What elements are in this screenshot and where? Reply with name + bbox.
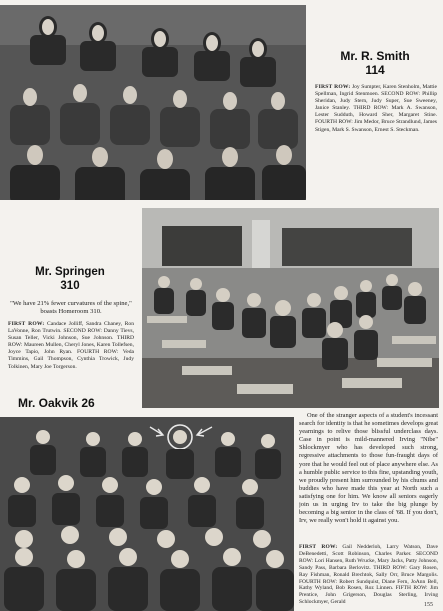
teacher-name-oakvik: Mr. Oakvik 26 bbox=[18, 396, 95, 410]
room-number-114: 114 bbox=[365, 63, 385, 77]
homeroom-310-caption bbox=[8, 321, 134, 387]
teacher-name-springen: Mr. Springen bbox=[35, 266, 105, 278]
homeroom-310-quote: "We have 21% fewer curvatures of the spine," boasts Homeroom 310. bbox=[10, 300, 132, 315]
homeroom-114-caption bbox=[315, 84, 437, 174]
homeroom-114-group-photo bbox=[0, 5, 306, 200]
caption-heading: FIRST ROW: bbox=[8, 321, 45, 327]
chalkboard-left bbox=[162, 226, 242, 266]
homeroom-26-caption bbox=[299, 544, 438, 610]
caption-names: Joy Sumpter, Karen Stenholm, Mattie Spellman, Ingrid Stenmoen. SECOND ROW: Phillip Sheridan, Judy Stern, Judy Super, Sue Sweeney, Janice Stanley. THIRD ROW: Mark A. Swanson, Lester Sudduth, Howard Sher, Margaret Stine. FOURTH ROW: Jim Medor, Bruce Strandlund, James Stigen, Mark S. Swanson, Ernest S. Steckman. bbox=[315, 84, 437, 133]
caption-names: Gail Nedderloh, Larry Watson, Dave DeBenedetti, Scott Robinson, Charles Parker. SECOND ROW: Lori Hansen, Ruth Wrucke, Mary Jacks, Patty Johnson, Sandy Pass, Barbara Berlovitz. THIRD ROW: Gary Rosen, Ray Fishman, Ronald Brechtok, Sally Orr, Bruce Margolis. FOURTH ROW: Robert Sundquist, Diane Fern, JoAnn Bell, Kathy Wyland, Bob Rosen, Roz Linnen. FIFTH ROW: Jim Prentice, John Grigerson, Douglas Sterling, Irving Schlockmyer, Gerald bbox=[299, 544, 438, 606]
group-photo-figures bbox=[0, 5, 306, 200]
teacher-name-smith: Mr. R. Smith bbox=[340, 49, 410, 63]
caption-heading: FIRST ROW: bbox=[315, 84, 351, 90]
classroom-scene bbox=[142, 208, 439, 408]
caption-heading: FIRST ROW: bbox=[299, 544, 338, 550]
homeroom-26-story: One of the stranger aspects of a student's incessant search for identity is that he sometimes develops great yearnings to relive those blissful underclass days. Case in point is mild-mannered Irving "Nibe" Shlockmyer who has developed such strong, regressive attachments to those fun-fraught days of yore that he would feel out of place anywhere else. As a humble public service to this fine, upstanding youth, we proudly present him surrounded by his chums and buddies who have made this year at North such a satisfying one for him. We know all seniors eagerly join us in urging Irv to take the big plunge by becoming a big senior in the class of '68. If you don't, Irv, we really won't hold it against you. bbox=[299, 412, 438, 525]
chalkboard-right bbox=[282, 228, 412, 266]
page-number: 155 bbox=[424, 602, 433, 608]
group-photo-figures bbox=[0, 417, 294, 611]
caption-names: Candace Jolliff, Sandra Chaney, Ron LaVonne, Ron Trutwin. SECOND ROW: Danny Tievs, Susan Teller, Vicki Johnson, Sue Johnson. THIRD ROW: Maureen Mullen, Cheryl Jones, Karen Tollefsen, Joyce Tapio, John Ryan. FOURTH ROW: Veda Timmins, Gail Thompson, Cynthia Trowick, Judy Tolkinen, Mary Joe Torgerson. bbox=[8, 321, 134, 370]
room-number-310: 310 bbox=[60, 280, 80, 292]
homeroom-26-group-photo bbox=[0, 417, 294, 611]
homeroom-310-classroom-photo bbox=[142, 208, 439, 408]
